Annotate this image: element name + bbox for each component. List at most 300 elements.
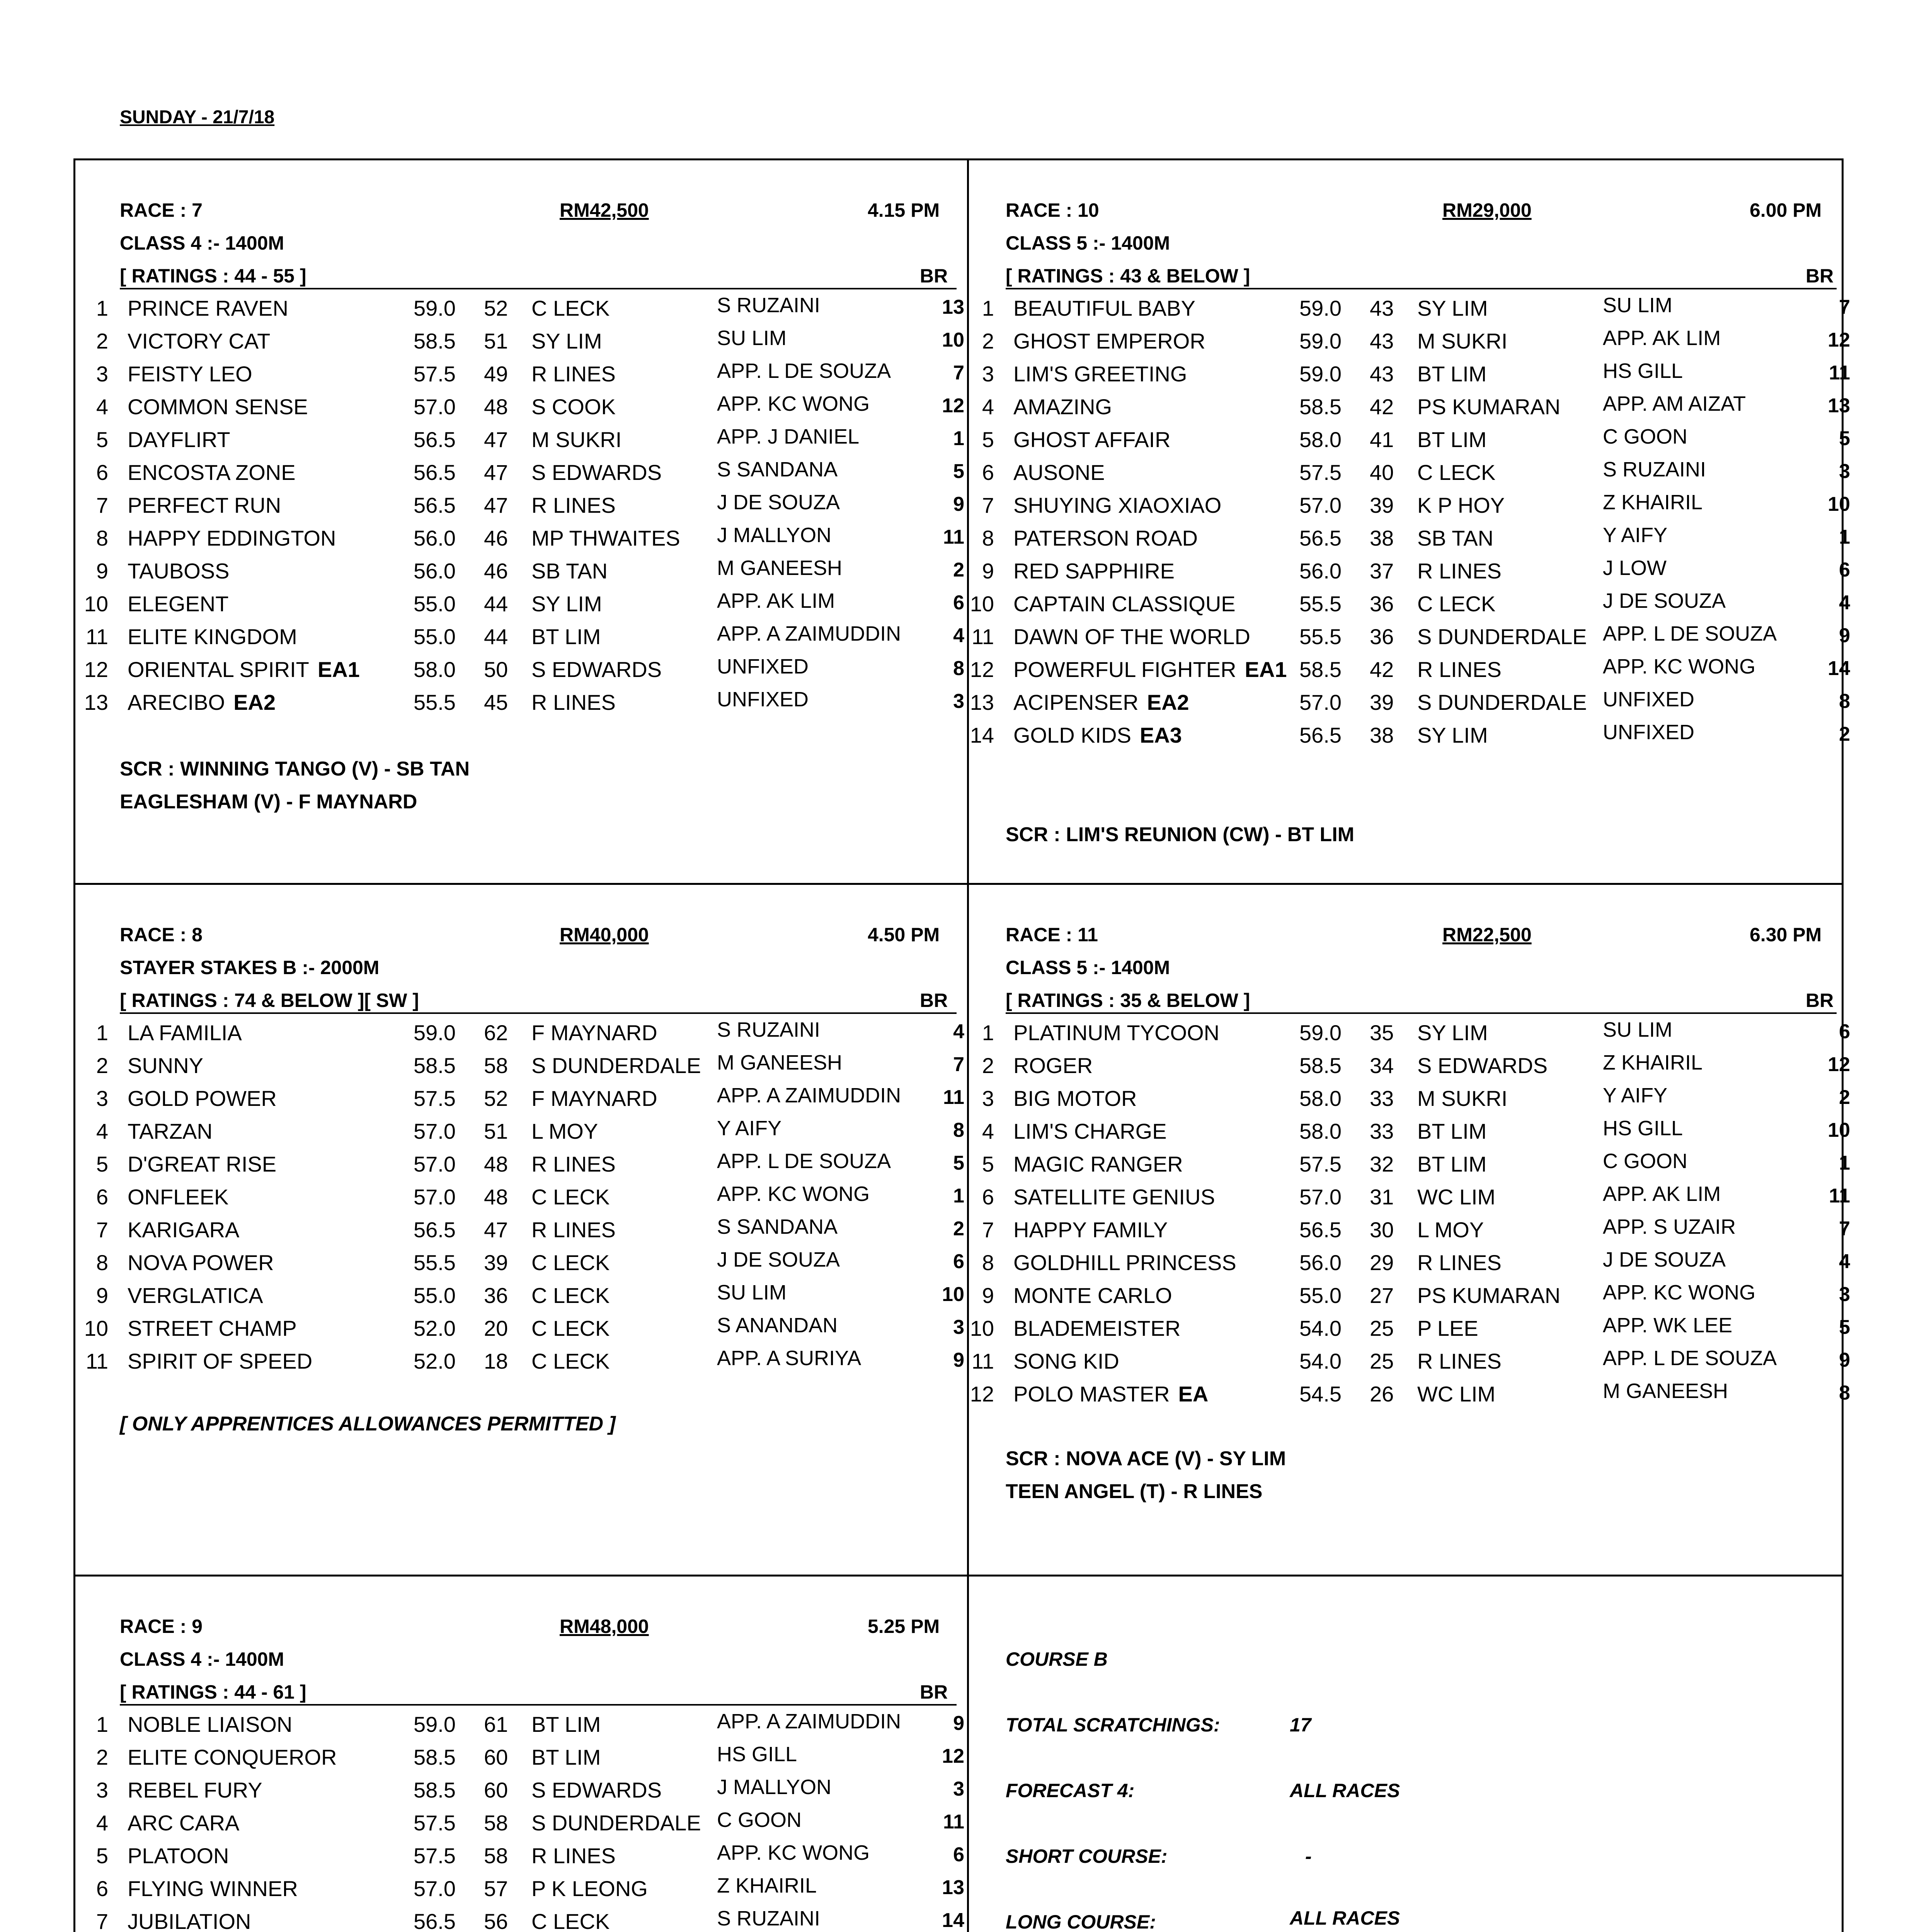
barrier-draw: 5: [953, 1152, 964, 1174]
emergency-acceptor-tag: EA2: [1147, 690, 1189, 714]
trainer-name: R LINES: [1417, 559, 1502, 583]
carried-weight: 58.5: [414, 1745, 456, 1769]
jockey-name: APP. L DE SOUZA: [717, 1150, 891, 1173]
barrier-draw: 9: [1839, 624, 1850, 647]
column-divider: [967, 158, 969, 1932]
barrier-draw: 6: [1839, 559, 1850, 581]
jockey-name: APP. J DANIEL: [717, 425, 860, 448]
barrier-draw: 5: [953, 460, 964, 483]
race-number: RACE : 10: [1006, 199, 1099, 221]
jockey-name: Z KHAIRIL: [717, 1874, 817, 1897]
barrier-draw: 4: [953, 1020, 964, 1043]
trainer-name: BT LIM: [531, 624, 601, 649]
trainer-name: R LINES: [531, 1152, 616, 1176]
trainer-name: F MAYNARD: [531, 1086, 657, 1111]
rating: 47: [484, 427, 508, 452]
carried-weight: 55.5: [1299, 592, 1342, 616]
runner-number: 2: [96, 1745, 108, 1769]
barrier-draw: 1: [953, 427, 964, 450]
carried-weight: 52.0: [414, 1316, 456, 1340]
runner-number: 1: [982, 296, 994, 320]
carried-weight: 56.5: [414, 1218, 456, 1242]
jockey-name: APP. KC WONG: [717, 392, 870, 415]
rating: 32: [1370, 1152, 1394, 1176]
barrier-draw: 11: [943, 1811, 964, 1833]
race-class: CLASS 5 :- 1400M: [1006, 232, 1170, 254]
barrier-draw: 2: [953, 559, 964, 581]
rating: 37: [1370, 559, 1394, 583]
jockey-name: SU LIM: [1603, 1018, 1673, 1041]
jockey-name: S RUZAINI: [717, 1907, 821, 1930]
barrier-draw: 10: [1828, 1119, 1850, 1141]
barrier-draw: 1: [1839, 1152, 1850, 1174]
trainer-name: R LINES: [531, 690, 616, 714]
forecast-value: ALL RACES: [1290, 1780, 1400, 1801]
rating: 58: [484, 1811, 508, 1835]
carried-weight: 54.0: [1299, 1349, 1342, 1373]
trainer-name: F MAYNARD: [531, 1020, 657, 1045]
rating: 36: [1370, 592, 1394, 616]
carried-weight: 58.5: [414, 1778, 456, 1802]
horse-name: GOLD KIDS: [1013, 723, 1131, 747]
rating: 58: [484, 1844, 508, 1868]
rating: 61: [484, 1712, 508, 1736]
carried-weight: 59.0: [414, 296, 456, 320]
barrier-draw: 13: [1828, 395, 1850, 417]
jockey-name: APP. WK LEE: [1603, 1314, 1733, 1337]
horse-name: ELEGENT: [128, 592, 229, 616]
runner-number: 9: [982, 1283, 994, 1308]
barrier-draw: 11: [943, 1086, 964, 1109]
horse-name: VERGLATICA: [128, 1283, 263, 1308]
carried-weight: 58.5: [1299, 1053, 1342, 1078]
barrier-draw: 10: [942, 1283, 964, 1306]
barrier-draw: 8: [1839, 1382, 1850, 1404]
race-number: RACE : 7: [120, 199, 203, 221]
jockey-name: APP. AK LIM: [1603, 327, 1721, 350]
carried-weight: 58.0: [414, 657, 456, 682]
horse-name: SUNNY: [128, 1053, 204, 1078]
jockey-name: J DE SOUZA: [1603, 589, 1726, 612]
horse-name: PATERSON ROAD: [1013, 526, 1198, 550]
jockey-name: Z KHAIRIL: [1603, 491, 1703, 514]
horse-name: HAPPY FAMILY: [1013, 1218, 1168, 1242]
rating: 52: [484, 296, 508, 320]
runner-number: 7: [96, 1909, 108, 1932]
race-class: CLASS 4 :- 1400M: [120, 1648, 284, 1670]
jockey-name: J DE SOUZA: [717, 491, 840, 514]
runner-number: 14: [970, 723, 994, 747]
carried-weight: 58.5: [414, 1053, 456, 1078]
trainer-name: SY LIM: [531, 329, 602, 353]
rating: 25: [1370, 1316, 1394, 1340]
runner-number: 13: [84, 690, 108, 714]
scratching-line-1: SCR : WINNING TANGO (V) - SB TAN: [120, 758, 470, 780]
barrier-draw: 5: [1839, 427, 1850, 450]
barrier-draw: 3: [953, 1778, 964, 1800]
horse-name: NOVA POWER: [128, 1250, 274, 1275]
emergency-acceptor-tag: EA1: [317, 657, 360, 682]
jockey-name: UNFIXED: [1603, 688, 1695, 711]
trainer-name: S DUNDERDALE: [531, 1053, 701, 1078]
horse-name: BIG MOTOR: [1013, 1086, 1137, 1111]
jockey-name: Y AIFY: [1603, 1084, 1668, 1107]
rating: 58: [484, 1053, 508, 1078]
runner-number: 1: [96, 296, 108, 320]
trainer-name: C LECK: [531, 1909, 610, 1932]
horse-name: DAWN OF THE WORLD: [1013, 624, 1250, 649]
barrier-draw: 11: [1829, 362, 1850, 384]
carried-weight: 57.0: [414, 1876, 456, 1901]
runner-number: 4: [96, 395, 108, 419]
carried-weight: 56.0: [1299, 559, 1342, 583]
barrier-draw: 6: [953, 592, 964, 614]
horse-name: PLATINUM TYCOON: [1013, 1020, 1220, 1045]
race-prize: RM29,000: [1442, 199, 1532, 221]
horse-name: ONFLEEK: [128, 1185, 229, 1209]
jockey-name: J MALLYON: [717, 1776, 832, 1799]
runner-number: 8: [96, 1250, 108, 1275]
trainer-name: BT LIM: [531, 1745, 601, 1769]
horse-name: D'GREAT RISE: [128, 1152, 277, 1176]
racecard-frame: [73, 158, 1844, 1932]
rating: 44: [484, 592, 508, 616]
barrier-draw: 7: [1839, 1218, 1850, 1240]
carried-weight: 56.0: [414, 526, 456, 550]
horse-name: AUSONE: [1013, 460, 1105, 485]
runner-number: 10: [84, 592, 108, 616]
carried-weight: 56.0: [1299, 1250, 1342, 1275]
barrier-draw: 3: [1839, 1283, 1850, 1306]
trainer-name: M SUKRI: [1417, 1086, 1508, 1111]
trainer-name: R LINES: [531, 1844, 616, 1868]
forecast-label: FORECAST 4:: [1006, 1780, 1135, 1801]
horse-name: SPIRIT OF SPEED: [128, 1349, 313, 1373]
trainer-name: R LINES: [531, 1218, 616, 1242]
carried-weight: 59.0: [1299, 1020, 1342, 1045]
horse-name: TAUBOSS: [128, 559, 230, 583]
rating: 43: [1370, 296, 1394, 320]
carried-weight: 57.0: [1299, 690, 1342, 714]
jockey-name: HS GILL: [1603, 1117, 1683, 1140]
horse-name: ARC CARA: [128, 1811, 240, 1835]
rating: 36: [484, 1283, 508, 1308]
emergency-acceptor-tag: EA2: [233, 690, 276, 714]
runner-number: 4: [96, 1811, 108, 1835]
carried-weight: 58.5: [414, 329, 456, 353]
trainer-name: SY LIM: [1417, 723, 1488, 747]
carried-weight: 57.5: [414, 1844, 456, 1868]
carried-weight: 57.5: [1299, 460, 1342, 485]
barrier-draw: 12: [1828, 329, 1850, 351]
barrier-draw: 13: [942, 296, 964, 318]
carried-weight: 55.5: [414, 690, 456, 714]
barrier-header: BR: [1806, 990, 1834, 1011]
rating: 39: [1370, 493, 1394, 517]
barrier-draw: 2: [953, 1218, 964, 1240]
trainer-name: S EDWARDS: [531, 1778, 662, 1802]
barrier-draw: 4: [1839, 1250, 1850, 1273]
runner-number: 4: [982, 395, 994, 419]
runner-number: 10: [970, 1316, 994, 1340]
horse-name: ORIENTAL SPIRIT: [128, 657, 309, 682]
runner-number: 5: [96, 427, 108, 452]
barrier-draw: 4: [953, 624, 964, 647]
horse-name: AMAZING: [1013, 395, 1112, 419]
trainer-name: L MOY: [531, 1119, 598, 1143]
rating: 42: [1370, 657, 1394, 682]
trainer-name: C LECK: [531, 1185, 610, 1209]
horse-name: REBEL FURY: [128, 1778, 262, 1802]
carried-weight: 55.5: [1299, 624, 1342, 649]
rating: 38: [1370, 526, 1394, 550]
runner-number: 2: [96, 1053, 108, 1078]
race-class: CLASS 5 :- 1400M: [1006, 957, 1170, 978]
barrier-draw: 3: [1839, 460, 1850, 483]
barrier-draw: 14: [1828, 657, 1850, 680]
rating: 43: [1370, 329, 1394, 353]
trainer-name: S COOK: [531, 395, 616, 419]
header-underline: [120, 288, 957, 289]
carried-weight: 56.5: [1299, 526, 1342, 550]
barrier-draw: 7: [953, 362, 964, 384]
race-number: RACE : 11: [1006, 924, 1098, 946]
rating: 42: [1370, 395, 1394, 419]
runner-number: 12: [970, 1382, 994, 1406]
horse-name: SHUYING XIAOXIAO: [1013, 493, 1222, 517]
runner-number: 3: [982, 362, 994, 386]
carried-weight: 57.5: [414, 1811, 456, 1835]
rating: 31: [1370, 1185, 1394, 1209]
trainer-name: R LINES: [531, 362, 616, 386]
total-scratchings-label: TOTAL SCRATCHINGS:: [1006, 1714, 1220, 1736]
rating: 39: [484, 1250, 508, 1275]
long-course-label: LONG COURSE:: [1006, 1911, 1156, 1932]
trainer-name: SY LIM: [1417, 296, 1488, 320]
runner-number: 13: [970, 690, 994, 714]
rating: 34: [1370, 1053, 1394, 1078]
trainer-name: C LECK: [531, 1316, 610, 1340]
race-prize: RM48,000: [560, 1616, 649, 1637]
carried-weight: 57.0: [1299, 1185, 1342, 1209]
carried-weight: 56.5: [1299, 1218, 1342, 1242]
rating: 30: [1370, 1218, 1394, 1242]
carried-weight: 56.0: [414, 559, 456, 583]
rating: 39: [1370, 690, 1394, 714]
jockey-name: APP. A ZAIMUDDIN: [717, 622, 901, 645]
horse-name: GHOST EMPEROR: [1013, 329, 1205, 353]
rating: 47: [484, 1218, 508, 1242]
trainer-name: MP THWAITES: [531, 526, 680, 550]
row-divider-1: [73, 883, 1844, 885]
rating: 47: [484, 493, 508, 517]
carried-weight: 57.0: [414, 395, 456, 419]
race-time: 6.30 PM: [1750, 924, 1822, 946]
race-time: 4.15 PM: [868, 199, 940, 221]
carried-weight: 57.5: [414, 1086, 456, 1111]
carried-weight: 56.5: [1299, 723, 1342, 747]
barrier-header: BR: [1806, 265, 1834, 287]
carried-weight: 56.5: [414, 460, 456, 485]
rating: 60: [484, 1778, 508, 1802]
rating: 49: [484, 362, 508, 386]
runner-number: 2: [982, 329, 994, 353]
horse-name: ELITE KINGDOM: [128, 624, 297, 649]
carried-weight: 59.0: [414, 1712, 456, 1736]
horse-name: VICTORY CAT: [128, 329, 271, 353]
jockey-name: S ANANDAN: [717, 1314, 838, 1337]
jockey-name: S RUZAINI: [1603, 458, 1706, 481]
jockey-name: APP. AK LIM: [717, 589, 835, 612]
jockey-name: APP. A SURIYA: [717, 1347, 861, 1370]
rating: 26: [1370, 1382, 1394, 1406]
horse-name: ELITE CONQUEROR: [128, 1745, 337, 1769]
runner-number: 9: [982, 559, 994, 583]
trainer-name: PS KUMARAN: [1417, 1283, 1561, 1308]
horse-name: ACIPENSER: [1013, 690, 1139, 714]
runner-number: 9: [96, 1283, 108, 1308]
race-prize: RM42,500: [560, 199, 649, 221]
barrier-draw: 10: [942, 329, 964, 351]
carried-weight: 55.0: [414, 624, 456, 649]
rating: 36: [1370, 624, 1394, 649]
runner-number: 6: [96, 1876, 108, 1901]
carried-weight: 59.0: [1299, 362, 1342, 386]
horse-name: LIM'S CHARGE: [1013, 1119, 1167, 1143]
barrier-draw: 1: [1839, 526, 1850, 548]
carried-weight: 56.5: [414, 493, 456, 517]
jockey-name: APP. L DE SOUZA: [717, 359, 891, 383]
jockey-name: S SANDANA: [717, 458, 838, 481]
horse-name: HAPPY EDDINGTON: [128, 526, 336, 550]
carried-weight: 57.0: [1299, 493, 1342, 517]
rating: 46: [484, 526, 508, 550]
scratching-line-2: EAGLESHAM (V) - F MAYNARD: [120, 791, 417, 813]
emergency-acceptor-tag: EA1: [1245, 657, 1287, 682]
trainer-name: P LEE: [1417, 1316, 1478, 1340]
barrier-draw: 10: [1828, 493, 1850, 515]
barrier-draw: 6: [953, 1844, 964, 1866]
trainer-name: K P HOY: [1417, 493, 1505, 517]
trainer-name: SB TAN: [531, 559, 608, 583]
trainer-name: BT LIM: [1417, 427, 1487, 452]
barrier-draw: 8: [953, 1119, 964, 1141]
runner-number: 10: [970, 592, 994, 616]
horse-name: SATELLITE GENIUS: [1013, 1185, 1215, 1209]
total-scratchings-value: 17: [1290, 1714, 1311, 1736]
jockey-name: Y AIFY: [1603, 524, 1668, 547]
jockey-name: SU LIM: [717, 1281, 787, 1304]
horse-name: MONTE CARLO: [1013, 1283, 1172, 1308]
runner-number: 12: [970, 657, 994, 682]
runner-number: 3: [96, 1086, 108, 1111]
jockey-name: APP. KC WONG: [1603, 655, 1756, 678]
header-underline: [120, 1012, 957, 1014]
trainer-name: C LECK: [531, 1283, 610, 1308]
carried-weight: 58.0: [1299, 427, 1342, 452]
rating: 46: [484, 559, 508, 583]
jockey-name: HS GILL: [717, 1743, 797, 1766]
rating: 47: [484, 460, 508, 485]
trainer-name: S DUNDERDALE: [1417, 690, 1587, 714]
horse-name: CAPTAIN CLASSIQUE: [1013, 592, 1236, 616]
jockey-name: HS GILL: [1603, 359, 1683, 383]
race-prize: RM40,000: [560, 924, 649, 946]
runner-number: 8: [982, 1250, 994, 1275]
runner-number: 7: [96, 493, 108, 517]
rating: 57: [484, 1876, 508, 1901]
horse-name: FLYING WINNER: [128, 1876, 298, 1901]
runner-number: 10: [84, 1316, 108, 1340]
long-course-value: ALL RACES: [1290, 1907, 1400, 1929]
barrier-header: BR: [920, 1681, 948, 1703]
jockey-name: C GOON: [1603, 1150, 1688, 1173]
emergency-acceptor-tag: EA: [1178, 1382, 1209, 1406]
jockey-name: J MALLYON: [717, 524, 832, 547]
rating: 33: [1370, 1119, 1394, 1143]
rating: 41: [1370, 427, 1394, 452]
carried-weight: 57.0: [414, 1152, 456, 1176]
horse-name: GOLDHILL PRINCESS: [1013, 1250, 1236, 1275]
runner-number: 4: [96, 1119, 108, 1143]
runner-number: 7: [982, 493, 994, 517]
trainer-name: S EDWARDS: [1417, 1053, 1548, 1078]
carried-weight: 58.0: [1299, 1119, 1342, 1143]
race-time: 4.50 PM: [868, 924, 940, 946]
trainer-name: L MOY: [1417, 1218, 1484, 1242]
horse-name: ARECIBO: [128, 690, 225, 714]
barrier-draw: 12: [942, 1745, 964, 1767]
horse-name: KARIGARA: [128, 1218, 240, 1242]
runner-number: 11: [971, 624, 994, 649]
barrier-draw: 9: [953, 1712, 964, 1735]
horse-name: LIM'S GREETING: [1013, 362, 1187, 386]
runner-number: 2: [96, 329, 108, 353]
race-ratings: [ RATINGS : 44 - 61 ]: [120, 1681, 306, 1703]
jockey-name: APP. KC WONG: [1603, 1281, 1756, 1304]
horse-name: POLO MASTER: [1013, 1382, 1170, 1406]
trainer-name: P K LEONG: [531, 1876, 648, 1901]
runner-number: 6: [982, 460, 994, 485]
runner-number: 5: [96, 1152, 108, 1176]
runner-number: 4: [982, 1119, 994, 1143]
trainer-name: BT LIM: [1417, 1119, 1487, 1143]
runner-number: 11: [85, 1349, 108, 1373]
course-label: COURSE B: [1006, 1648, 1108, 1670]
runner-number: 7: [982, 1218, 994, 1242]
jockey-name: S SANDANA: [717, 1215, 838, 1238]
rating: 20: [484, 1316, 508, 1340]
jockey-name: APP. KC WONG: [717, 1841, 870, 1864]
trainer-name: WC LIM: [1417, 1382, 1496, 1406]
rating: 48: [484, 395, 508, 419]
jockey-name: J DE SOUZA: [1603, 1248, 1726, 1271]
runner-number: 3: [96, 362, 108, 386]
rating: 40: [1370, 460, 1394, 485]
runner-number: 11: [85, 624, 108, 649]
barrier-draw: 9: [953, 493, 964, 515]
barrier-draw: 9: [1839, 1349, 1850, 1371]
rating: 45: [484, 690, 508, 714]
race-ratings: [ RATINGS : 43 & BELOW ]: [1006, 265, 1250, 287]
race-ratings: [ RATINGS : 35 & BELOW ]: [1006, 990, 1250, 1011]
horse-name: GHOST AFFAIR: [1013, 427, 1171, 452]
jockey-name: M GANEESH: [1603, 1379, 1728, 1403]
horse-name: PERFECT RUN: [128, 493, 281, 517]
trainer-name: SY LIM: [1417, 1020, 1488, 1045]
short-course-value: -: [1305, 1845, 1312, 1867]
horse-name: GOLD POWER: [128, 1086, 277, 1111]
